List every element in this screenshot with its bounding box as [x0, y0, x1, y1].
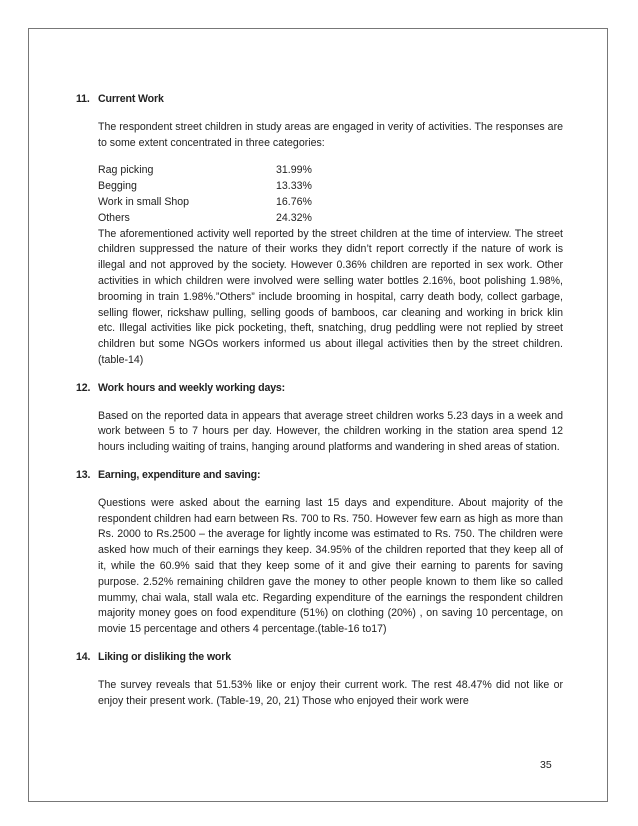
category-row — [98, 195, 563, 211]
section-title: Liking or disliking the work — [98, 650, 231, 663]
section-number: 13. — [76, 468, 91, 481]
category-row — [98, 211, 563, 227]
category-label: Others — [98, 211, 130, 224]
section-heading — [76, 468, 563, 484]
category-value: 13.33% — [276, 180, 312, 193]
page-number: 35 — [540, 759, 552, 771]
section-heading — [76, 92, 563, 108]
section-intro-paragraph: The respondent street children in study areas are engaged in verity of activities. The responses are to some extent concentrated in three categories: — [98, 120, 563, 149]
category-value: 31.99% — [276, 164, 312, 177]
section-title: Work hours and weekly working days: — [98, 381, 286, 394]
section-current-work — [76, 92, 563, 369]
section-number: 12. — [76, 381, 91, 394]
section-heading — [76, 381, 563, 397]
section-title: Current Work — [98, 93, 164, 105]
category-row — [98, 179, 563, 195]
section-liking-work — [76, 650, 563, 709]
category-list — [98, 163, 563, 226]
category-label: Work in small Shop — [98, 195, 190, 208]
category-label: Rag picking — [98, 164, 154, 177]
section-title: Earning, expenditure and saving: — [98, 468, 261, 481]
section-body-paragraph: Questions were asked about the earning last 15 days and expenditure. About majority of the respondent children had earn between Rs. 700 to Rs. 750. However few earn as high as more than Rs. 2000 to Rs.2500 – the average for lightly income was estimated to Rs. 750. The children were asked how much of their earnings they keep. 34.95% of the children reported that they keep all of it, while the 60.9% said that they keep some of it and give their earning to parents for saving purpose. 2.52% remaining children gave the money to other people known to them like so called mummy, chai wala, stall wala etc. Regarding expenditure of the earnings the respondent children majority money goes on food expenditure (51%) on clothing (20%) , on saving 10 percentage, on movie 15 percentage and others 4 percentage.(table-16 to17) — [98, 496, 563, 636]
category-value: 16.76% — [276, 195, 312, 208]
section-number: 14. — [76, 650, 91, 663]
category-value: 24.32% — [276, 211, 312, 224]
category-label: Begging — [98, 180, 137, 193]
document-content — [76, 92, 563, 721]
section-earning — [76, 468, 563, 638]
section-body-paragraph: The survey reveals that 51.53% like or enjoy their current work. The rest 48.47% did not like or enjoy their present work. (Table-19, 20, 21) Those who enjoyed their work were — [98, 678, 563, 707]
section-body-paragraph: The aforementioned activity well reported by the street children at the time of interview. The street children suppressed the nature of their works they didn’t report correctly if the nature of work is illegal and not approved by the society. However 0.36% children are reported in sex work. Other activities in which children were involved were selling water bottles 2.16%, boot polishing 1.98%, brooming in train 1.98%.”Others” include brooming in hospital, carry death body, collect garbage, selling flower, rickshaw pulling, selling goods of bamboos, car cleaning and working in brick klin etc. Illegal activities like pick pocketing, theft, snatching, drug peddling were not replied by street children but some NGOs workers informed us about illegal activities then by the street children.(table-14) — [98, 227, 563, 366]
section-number: 11. — [76, 93, 90, 105]
section-body-paragraph: Based on the reported data in appears that average street children works 5.23 days in a week and work between 5 to 7 hours per day. However, the children working in the station area spend 12 hours including waiting of trains, hanging around platforms and wandering in shed areas of station. — [98, 409, 563, 454]
section-work-hours — [76, 381, 563, 456]
section-heading — [76, 650, 563, 666]
category-row — [98, 163, 563, 179]
